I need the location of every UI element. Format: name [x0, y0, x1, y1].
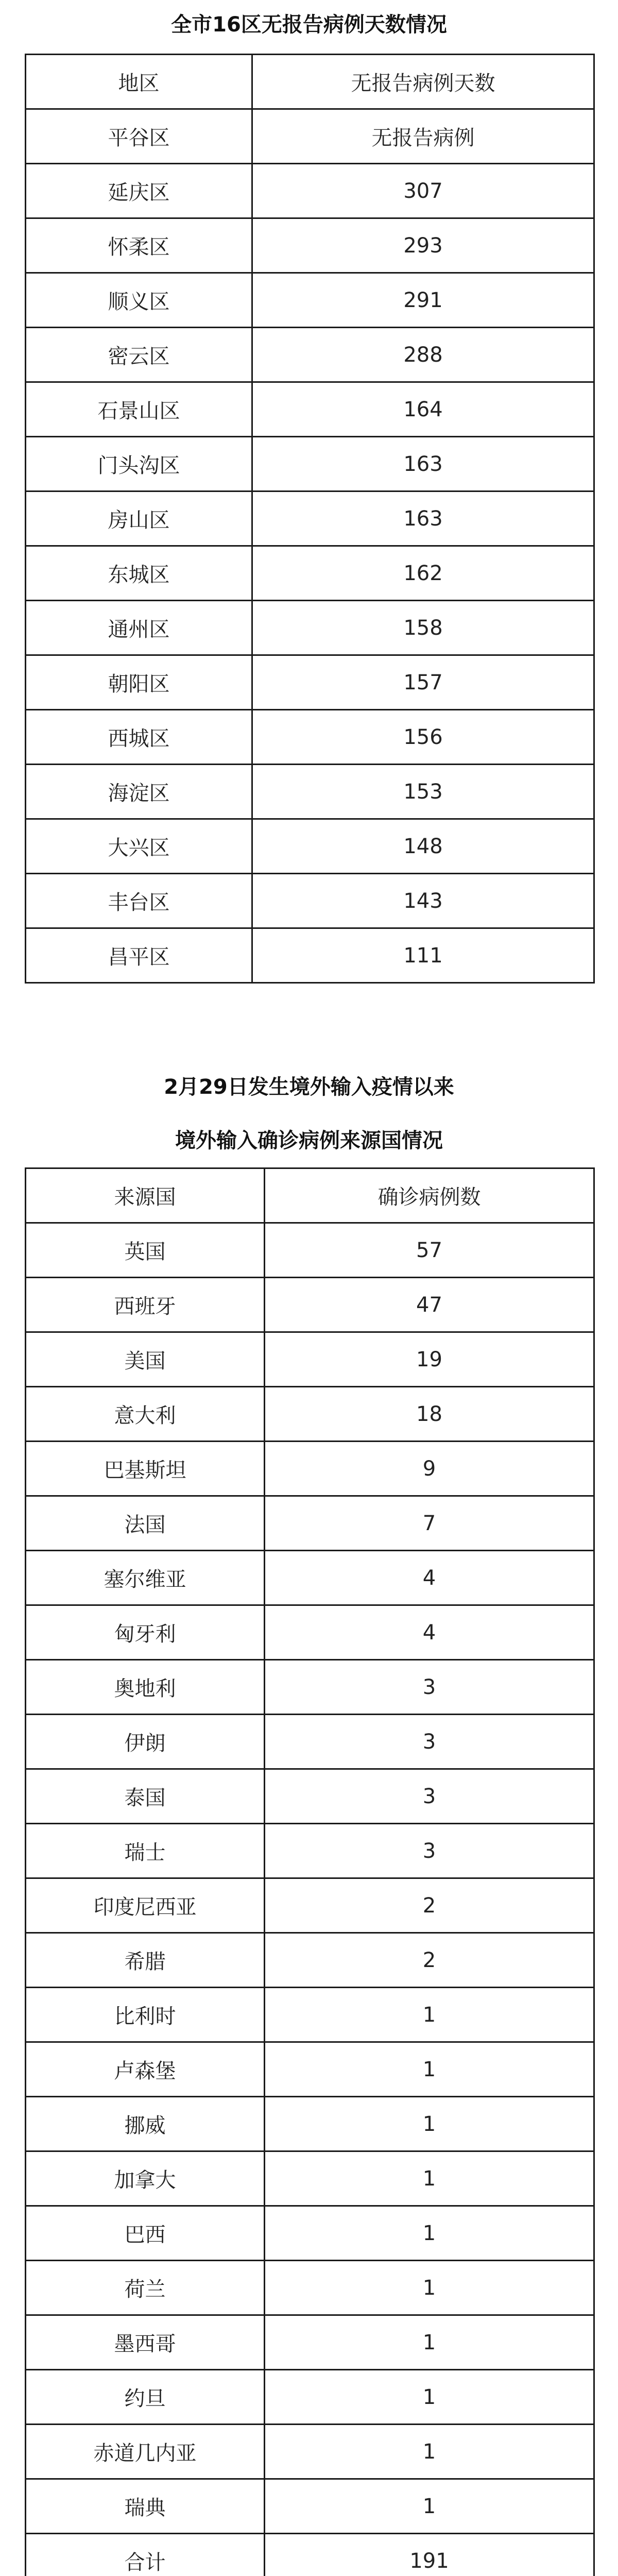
district-cell: 延庆区	[26, 164, 252, 218]
table-row	[26, 1824, 594, 1878]
table-row	[26, 164, 594, 218]
country-cell: 印度尼西亚	[26, 1878, 265, 1933]
country-cell: 法国	[26, 1496, 265, 1551]
table-row	[26, 655, 594, 710]
table-row	[26, 1769, 594, 1824]
district-cell: 平谷区	[26, 109, 252, 164]
table-row	[26, 2534, 594, 2576]
country-cell: 塞尔维亚	[26, 1551, 265, 1605]
country-cell: 荷兰	[26, 2261, 265, 2315]
country-cell: 约旦	[26, 2370, 265, 2425]
table-row	[26, 710, 594, 765]
cases-cell: 1	[265, 2479, 594, 2534]
country-cell: 巴西	[26, 2206, 265, 2261]
district-cell: 房山区	[26, 492, 252, 546]
cases-cell: 47	[265, 1278, 594, 1332]
table-row	[26, 1278, 594, 1332]
country-cell: 瑞士	[26, 1824, 265, 1878]
cases-cell: 1	[265, 2261, 594, 2315]
days-cell: 148	[252, 819, 594, 874]
country-cell: 英国	[26, 1223, 265, 1278]
table-row	[26, 1660, 594, 1715]
district-cell: 密云区	[26, 328, 252, 382]
days-cell: 164	[252, 382, 594, 437]
district-cell: 西城区	[26, 710, 252, 765]
header-country: 来源国	[26, 1168, 265, 1223]
table-row	[26, 1442, 594, 1496]
district-cell: 通州区	[26, 601, 252, 655]
country-cell: 伊朗	[26, 1715, 265, 1769]
country-cell: 比利时	[26, 1988, 265, 2042]
cases-cell: 19	[265, 1332, 594, 1387]
table-row	[26, 1605, 594, 1660]
country-cell: 希腊	[26, 1933, 265, 1988]
table-row	[26, 2042, 594, 2097]
table-row	[26, 109, 594, 164]
table-row	[26, 928, 594, 983]
table-row	[26, 1551, 594, 1605]
district-days-table	[25, 54, 595, 984]
days-cell: 293	[252, 218, 594, 273]
cases-cell: 3	[265, 1715, 594, 1769]
days-cell: 153	[252, 765, 594, 819]
table-header-row	[26, 55, 594, 109]
cases-cell: 3	[265, 1660, 594, 1715]
table-row	[26, 273, 594, 328]
table-row	[26, 1715, 594, 1769]
country-cell: 墨西哥	[26, 2315, 265, 2370]
days-cell: 158	[252, 601, 594, 655]
cases-cell: 57	[265, 1223, 594, 1278]
district-cell: 门头沟区	[26, 437, 252, 492]
table-row	[26, 874, 594, 928]
table-header-row	[26, 1168, 594, 1223]
district-cell: 昌平区	[26, 928, 252, 983]
days-cell: 291	[252, 273, 594, 328]
table-row	[26, 437, 594, 492]
days-cell: 163	[252, 437, 594, 492]
cases-cell: 1	[265, 1988, 594, 2042]
table-row	[26, 1223, 594, 1278]
cases-cell: 2	[265, 1933, 594, 1988]
cases-cell: 3	[265, 1769, 594, 1824]
table-row	[26, 1496, 594, 1551]
days-cell: 307	[252, 164, 594, 218]
days-cell: 162	[252, 546, 594, 601]
table-row	[26, 2151, 594, 2206]
country-cell: 意大利	[26, 1387, 265, 1442]
country-cell: 泰国	[26, 1769, 265, 1824]
table-row	[26, 2425, 594, 2479]
cases-cell: 7	[265, 1496, 594, 1551]
district-cell: 丰台区	[26, 874, 252, 928]
days-cell: 111	[252, 928, 594, 983]
cases-cell: 1	[265, 2206, 594, 2261]
section2-title-line2: 境外输入确诊病例来源国情况	[175, 1129, 443, 1153]
table-row	[26, 2261, 594, 2315]
country-cell: 卢森堡	[26, 2042, 265, 2097]
country-cell: 匈牙利	[26, 1605, 265, 1660]
table-row	[26, 2370, 594, 2425]
section2-title-line1: 2月29日发生境外输入疫情以来	[164, 1075, 454, 1099]
cases-cell: 2	[265, 1878, 594, 1933]
table-row	[26, 2315, 594, 2370]
header-district: 地区	[26, 55, 252, 109]
table-row	[26, 1988, 594, 2042]
country-cell: 加拿大	[26, 2151, 265, 2206]
days-cell: 143	[252, 874, 594, 928]
days-cell: 157	[252, 655, 594, 710]
cases-cell: 4	[265, 1551, 594, 1605]
cases-cell: 18	[265, 1387, 594, 1442]
country-cell: 西班牙	[26, 1278, 265, 1332]
table-row	[26, 1332, 594, 1387]
country-cell: 奥地利	[26, 1660, 265, 1715]
days-cell: 156	[252, 710, 594, 765]
header-cases: 确诊病例数	[265, 1168, 594, 1223]
country-cell: 瑞典	[26, 2479, 265, 2534]
cases-cell: 9	[265, 1442, 594, 1496]
cases-cell: 191	[265, 2534, 594, 2576]
table-row	[26, 601, 594, 655]
table-row	[26, 382, 594, 437]
cases-cell: 1	[265, 2370, 594, 2425]
country-cell: 合计	[26, 2534, 265, 2576]
table-row	[26, 328, 594, 382]
table-row	[26, 218, 594, 273]
district-cell: 海淀区	[26, 765, 252, 819]
country-cell: 挪威	[26, 2097, 265, 2151]
country-cell: 巴基斯坦	[26, 1442, 265, 1496]
table-row	[26, 1878, 594, 1933]
cases-cell: 1	[265, 2315, 594, 2370]
days-cell: 288	[252, 328, 594, 382]
country-cell: 赤道几内亚	[26, 2425, 265, 2479]
section1-title: 全市16区无报告病例天数情况	[171, 13, 447, 37]
table-row	[26, 1933, 594, 1988]
cases-cell: 1	[265, 2425, 594, 2479]
days-cell: 无报告病例	[252, 109, 594, 164]
cases-cell: 3	[265, 1824, 594, 1878]
table-row	[26, 2206, 594, 2261]
table-row	[26, 2097, 594, 2151]
days-cell: 163	[252, 492, 594, 546]
table-row	[26, 2479, 594, 2534]
table-row	[26, 765, 594, 819]
cases-cell: 1	[265, 2042, 594, 2097]
cases-cell: 4	[265, 1605, 594, 1660]
table-row	[26, 1387, 594, 1442]
district-cell: 怀柔区	[26, 218, 252, 273]
district-cell: 顺义区	[26, 273, 252, 328]
cases-cell: 1	[265, 2151, 594, 2206]
district-cell: 石景山区	[26, 382, 252, 437]
district-cell: 东城区	[26, 546, 252, 601]
header-days: 无报告病例天数	[252, 55, 594, 109]
source-country-table	[25, 1167, 595, 2576]
district-cell: 朝阳区	[26, 655, 252, 710]
country-cell: 美国	[26, 1332, 265, 1387]
table-row	[26, 546, 594, 601]
table-row	[26, 492, 594, 546]
cases-cell: 1	[265, 2097, 594, 2151]
table-row	[26, 819, 594, 874]
district-cell: 大兴区	[26, 819, 252, 874]
